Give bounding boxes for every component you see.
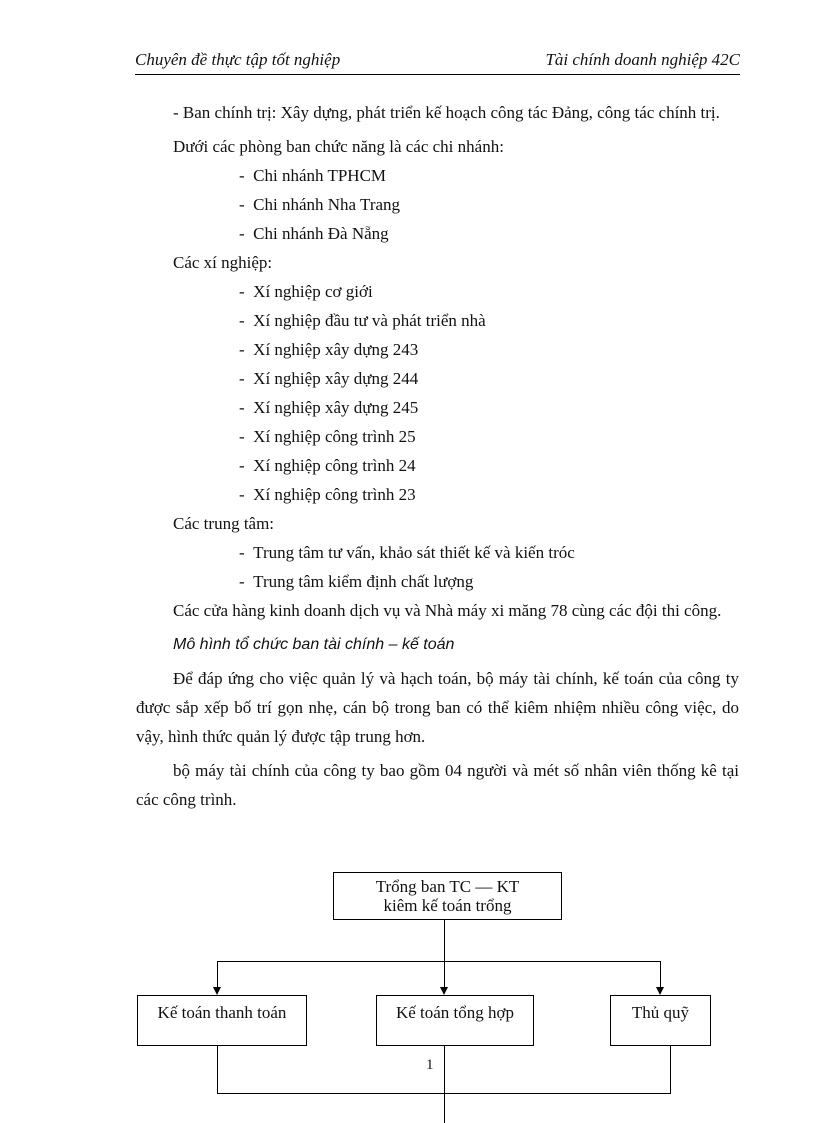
list-item: - Trung tâm tư vấn, khảo sát thiết kế và kiến tróc: [136, 538, 739, 567]
list-item: - Xí nghiệp xây dựng 245: [136, 393, 739, 422]
header-right-text: Tài chính doanh nghiệp 42C: [545, 50, 740, 69]
connector-line: [444, 920, 445, 962]
org-node-head: [333, 872, 562, 920]
intro-centers: Các trung tâm:: [173, 514, 275, 533]
list-item: - Chi nhánh TPHCM: [136, 161, 739, 190]
paragraph-staff: bộ máy tài chính của công ty bao gồm 04 người và mét số nhân viên thống kê tại các công trình.: [136, 761, 739, 809]
center-list: [136, 538, 739, 596]
list-item: - Chi nhánh Nha Trang: [136, 190, 739, 219]
list-item: - Xí nghiệp xây dựng 243: [136, 335, 739, 364]
connector-line: [670, 1046, 671, 1094]
org-node-general: Kế toán tổng hợp: [376, 995, 534, 1046]
header-left-text: Chuyên đề thực tập tốt nghiệp: [135, 50, 341, 69]
list-item: - Xí nghiệp cơ giới: [136, 277, 739, 306]
list-item: - Xí nghiệp công trình 23: [136, 480, 739, 509]
connector-line: [217, 961, 661, 962]
enterprise-list: [136, 277, 739, 509]
page-number: 1: [426, 1057, 434, 1073]
connector-line: [444, 961, 445, 987]
section-title: Mô hình tổ chức ban tài chính – kế toán: [173, 636, 455, 653]
org-chart: [0, 860, 816, 1123]
document-body: [136, 98, 739, 814]
arrow-down-icon: [440, 987, 448, 995]
intro-branches: Dưới các phòng ban chức năng là các chi nhánh:: [173, 137, 504, 156]
org-node-head-line2: kiêm kế toán trổng: [383, 896, 512, 915]
list-item: - Trung tâm kiểm định chất lượng: [136, 567, 739, 596]
arrow-down-icon: [213, 987, 221, 995]
connector-line: [444, 1046, 445, 1123]
arrow-down-icon: [656, 987, 664, 995]
org-node-cashier: Thủ quỹ: [610, 995, 711, 1046]
list-item: - Xí nghiệp xây dựng 244: [136, 364, 739, 393]
branch-list: [136, 161, 739, 248]
org-node-head-line1: Trổng ban TC — KT: [375, 877, 520, 896]
paragraph-chinh-tri: - Ban chính trị: Xây dựng, phát triển kế hoạch công tác Đảng, công tác chính trị.: [173, 103, 720, 122]
list-item: - Xí nghiệp công trình 24: [136, 451, 739, 480]
list-item: - Chi nhánh Đà Nẵng: [136, 219, 739, 248]
connector-line: [217, 1046, 218, 1094]
list-item: - Xí nghiệp công trình 25: [136, 422, 739, 451]
connector-line: [217, 961, 218, 987]
intro-enterprises: Các xí nghiệp:: [173, 253, 273, 272]
page-header: [135, 48, 740, 75]
paragraph-management: Để đáp ứng cho việc quản lý và hạch toán, bộ máy tài chính, kế toán của công ty được sắp xếp bố trí gọn nhẹ, cán bộ trong ban có thể kiêm nhiệm nhiều công việc, do vậy, hình thức quản lý được tập trung hơn.: [136, 669, 739, 746]
org-node-payment: Kế toán thanh toán: [137, 995, 307, 1046]
connector-line: [660, 961, 661, 987]
paragraph-stores: Các cửa hàng kinh doanh dịch vụ và Nhà máy xi măng 78 cùng các đội thi công.: [173, 601, 722, 620]
list-item: - Xí nghiệp đầu tư và phát triển nhà: [136, 306, 739, 335]
